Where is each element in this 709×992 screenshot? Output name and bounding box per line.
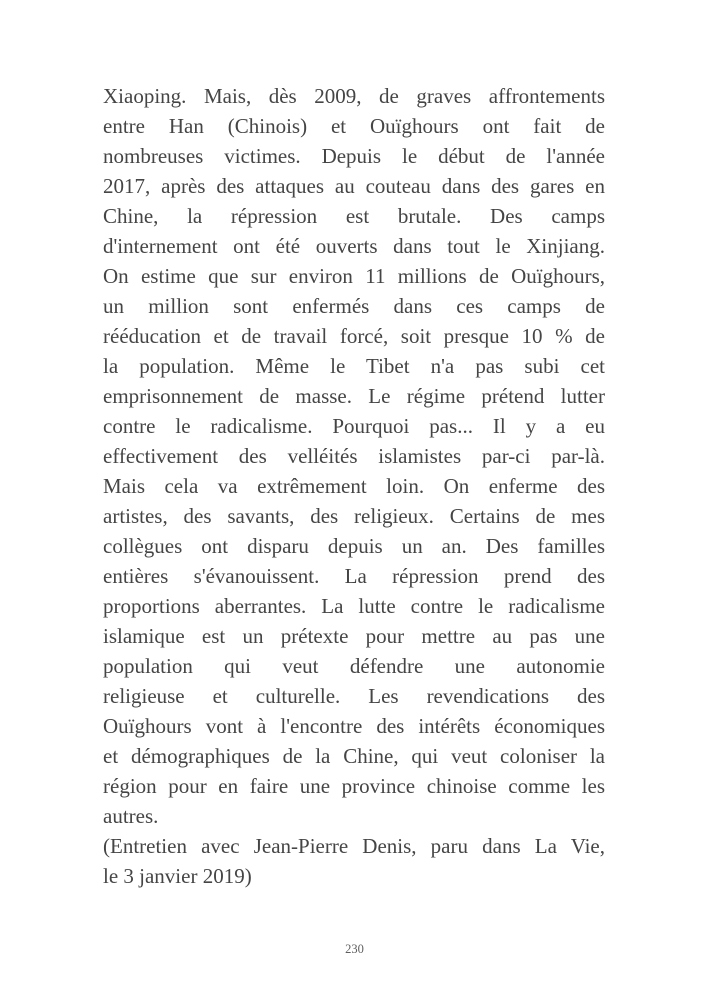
text-line: nombreuses victimes. Depuis le début de l'année <box>103 144 605 168</box>
text-line: 2017, après des attaques au couteau dans des gares en <box>103 174 605 198</box>
text-line: et démographiques de la Chine, qui veut coloniser la <box>103 744 605 768</box>
text-line: Mais cela va extrêmement loin. On enferme des <box>103 474 605 498</box>
text-line: la population. Même le Tibet n'a pas subi cet <box>103 354 605 378</box>
page-number: 230 <box>345 942 364 956</box>
text-line: islamique est un prétexte pour mettre au pas une <box>103 624 605 648</box>
text-line: entre Han (Chinois) et Ouïghours ont fait de <box>103 114 605 138</box>
text-line: un million sont enfermés dans ces camps de <box>103 294 605 318</box>
text-line: contre le radicalisme. Pourquoi pas... Il y a eu <box>103 414 605 438</box>
text-line: collègues ont disparu depuis un an. Des familles <box>103 534 605 558</box>
text-line: emprisonnement de masse. Le régime prétend lutter <box>103 384 605 408</box>
text-line: population qui veut défendre une autonomie <box>103 654 605 678</box>
page-text <box>103 81 605 891</box>
text-line: région pour en faire une province chinoise comme les <box>103 774 605 798</box>
text-line: rééducation et de travail forcé, soit presque 10 % de <box>103 324 605 348</box>
text-line: effectivement des velléités islamistes par-ci par-là. <box>103 444 605 468</box>
text-line: d'internement ont été ouverts dans tout le Xinjiang. <box>103 234 605 258</box>
text-line: religieuse et culturelle. Les revendications des <box>103 684 605 708</box>
text-line: le 3 janvier 2019) <box>103 864 252 888</box>
text-line: Ouïghours vont à l'encontre des intérêts économiques <box>103 714 605 738</box>
text-line: artistes, des savants, des religieux. Certains de mes <box>103 504 605 528</box>
text-line: On estime que sur environ 11 millions de Ouïghours, <box>103 264 605 288</box>
text-line: Xiaoping. Mais, dès 2009, de graves affrontements <box>103 84 605 108</box>
text-line: proportions aberrantes. La lutte contre le radicalisme <box>103 594 605 618</box>
text-line: Chine, la répression est brutale. Des camps <box>103 204 605 228</box>
text-line: entières s'évanouissent. La répression prend des <box>103 564 605 588</box>
text-line: autres. <box>103 804 159 828</box>
text-line: (Entretien avec Jean-Pierre Denis, paru dans La Vie, <box>103 834 605 858</box>
